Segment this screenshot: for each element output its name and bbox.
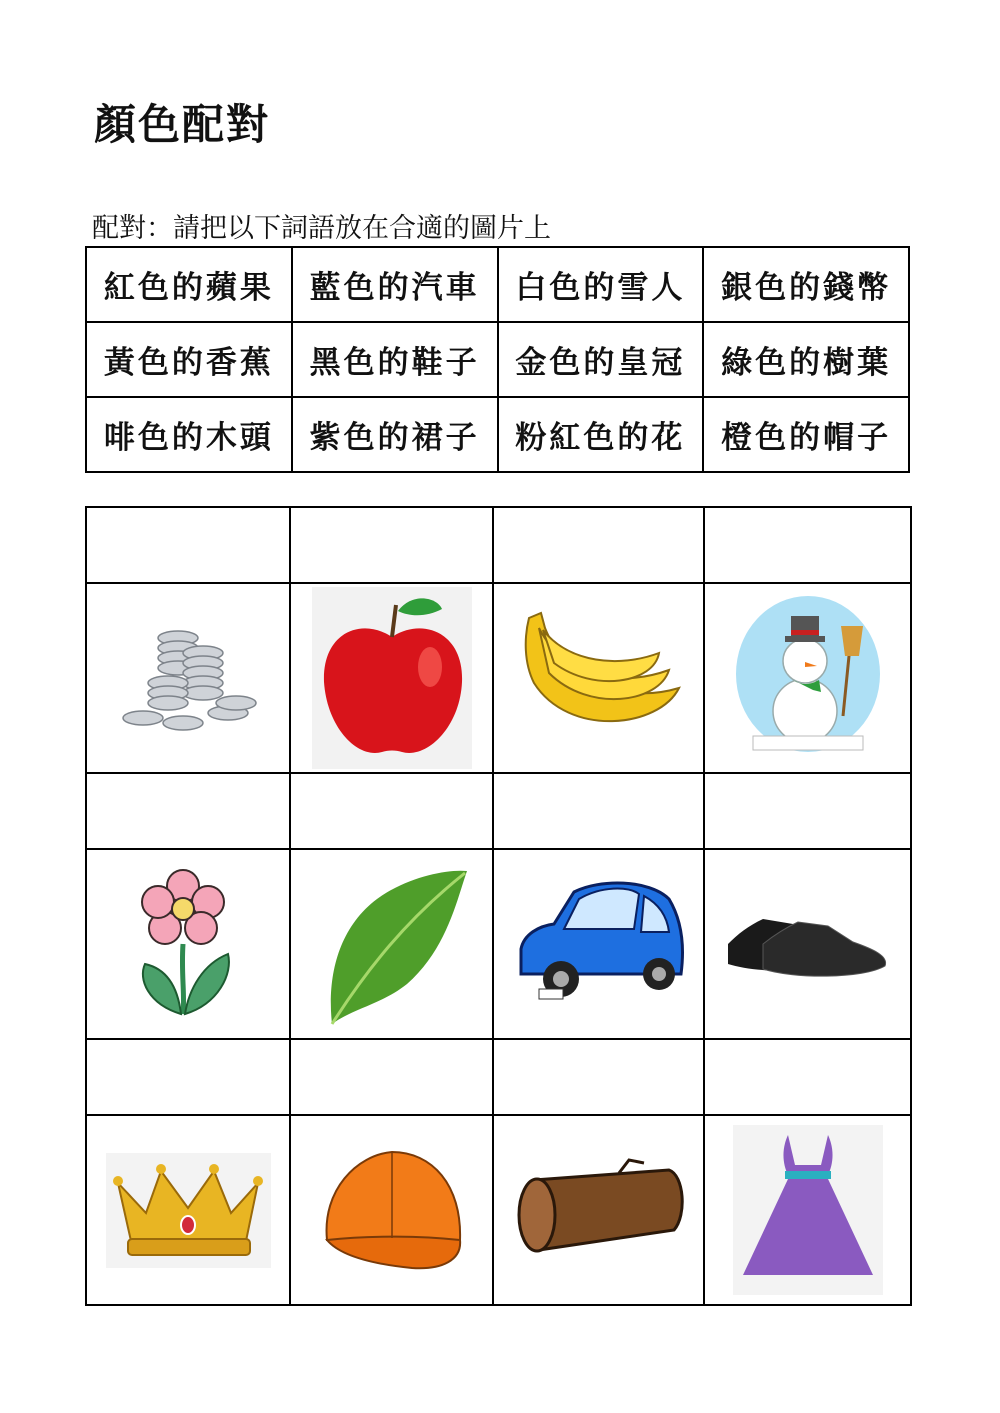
- banana-icon: [509, 608, 689, 748]
- car-icon: [509, 874, 689, 1014]
- word-card[interactable]: 橙色的帽子: [703, 397, 909, 472]
- picture-cell: [86, 849, 290, 1039]
- cap-icon: [312, 1140, 472, 1280]
- picture-cell: [493, 1115, 704, 1305]
- snowman-icon: [733, 596, 883, 761]
- answer-slot[interactable]: [493, 507, 704, 583]
- word-card[interactable]: 綠色的樹葉: [703, 322, 909, 397]
- answer-slot[interactable]: [86, 1039, 290, 1115]
- word-card[interactable]: 黃色的香蕉: [86, 322, 292, 397]
- page-title: 顏色配對: [94, 100, 271, 149]
- flower-icon: [123, 864, 253, 1024]
- picture-cell: [86, 1115, 290, 1305]
- answer-slot[interactable]: [290, 507, 493, 583]
- matching-grid: [85, 506, 912, 1306]
- word-row: [86, 247, 909, 322]
- word-card[interactable]: 藍色的汽車: [292, 247, 498, 322]
- answer-slot[interactable]: [290, 773, 493, 849]
- word-card[interactable]: 白色的雪人: [498, 247, 704, 322]
- picture-cell: [493, 849, 704, 1039]
- word-row: [86, 322, 909, 397]
- picture-cell: [290, 1115, 493, 1305]
- answer-slot[interactable]: [704, 507, 911, 583]
- crown-icon: [106, 1153, 271, 1268]
- shoes-icon: [723, 894, 893, 994]
- answer-slot[interactable]: [86, 773, 290, 849]
- word-card[interactable]: 紫色的裙子: [292, 397, 498, 472]
- picture-cell: [704, 849, 911, 1039]
- word-card[interactable]: 金色的皇冠: [498, 322, 704, 397]
- log-icon: [509, 1155, 689, 1265]
- answer-slot[interactable]: [493, 773, 704, 849]
- answer-slot[interactable]: [493, 1039, 704, 1115]
- instruction: 配對：請把以下詞語放在合適的圖片上: [92, 213, 551, 244]
- word-card[interactable]: 紅色的蘋果: [86, 247, 292, 322]
- picture-cell: [493, 583, 704, 773]
- coins-icon: [108, 608, 268, 748]
- answer-slot[interactable]: [290, 1039, 493, 1115]
- picture-cell: [704, 1115, 911, 1305]
- picture-cell: [290, 583, 493, 773]
- picture-cell: [290, 849, 493, 1039]
- answer-slot[interactable]: [86, 507, 290, 583]
- word-card[interactable]: 黑色的鞋子: [292, 322, 498, 397]
- word-card[interactable]: 粉紅色的花: [498, 397, 704, 472]
- word-card[interactable]: 啡色的木頭: [86, 397, 292, 472]
- answer-slot[interactable]: [704, 1039, 911, 1115]
- word-row: [86, 397, 909, 472]
- answer-slot[interactable]: [704, 773, 911, 849]
- word-card[interactable]: 銀色的錢幣: [703, 247, 909, 322]
- dress-icon: [733, 1125, 883, 1295]
- apple-icon: [312, 587, 472, 769]
- word-bank-table: [85, 246, 910, 473]
- picture-cell: [86, 583, 290, 773]
- leaf-icon: [307, 859, 477, 1029]
- picture-cell: [704, 583, 911, 773]
